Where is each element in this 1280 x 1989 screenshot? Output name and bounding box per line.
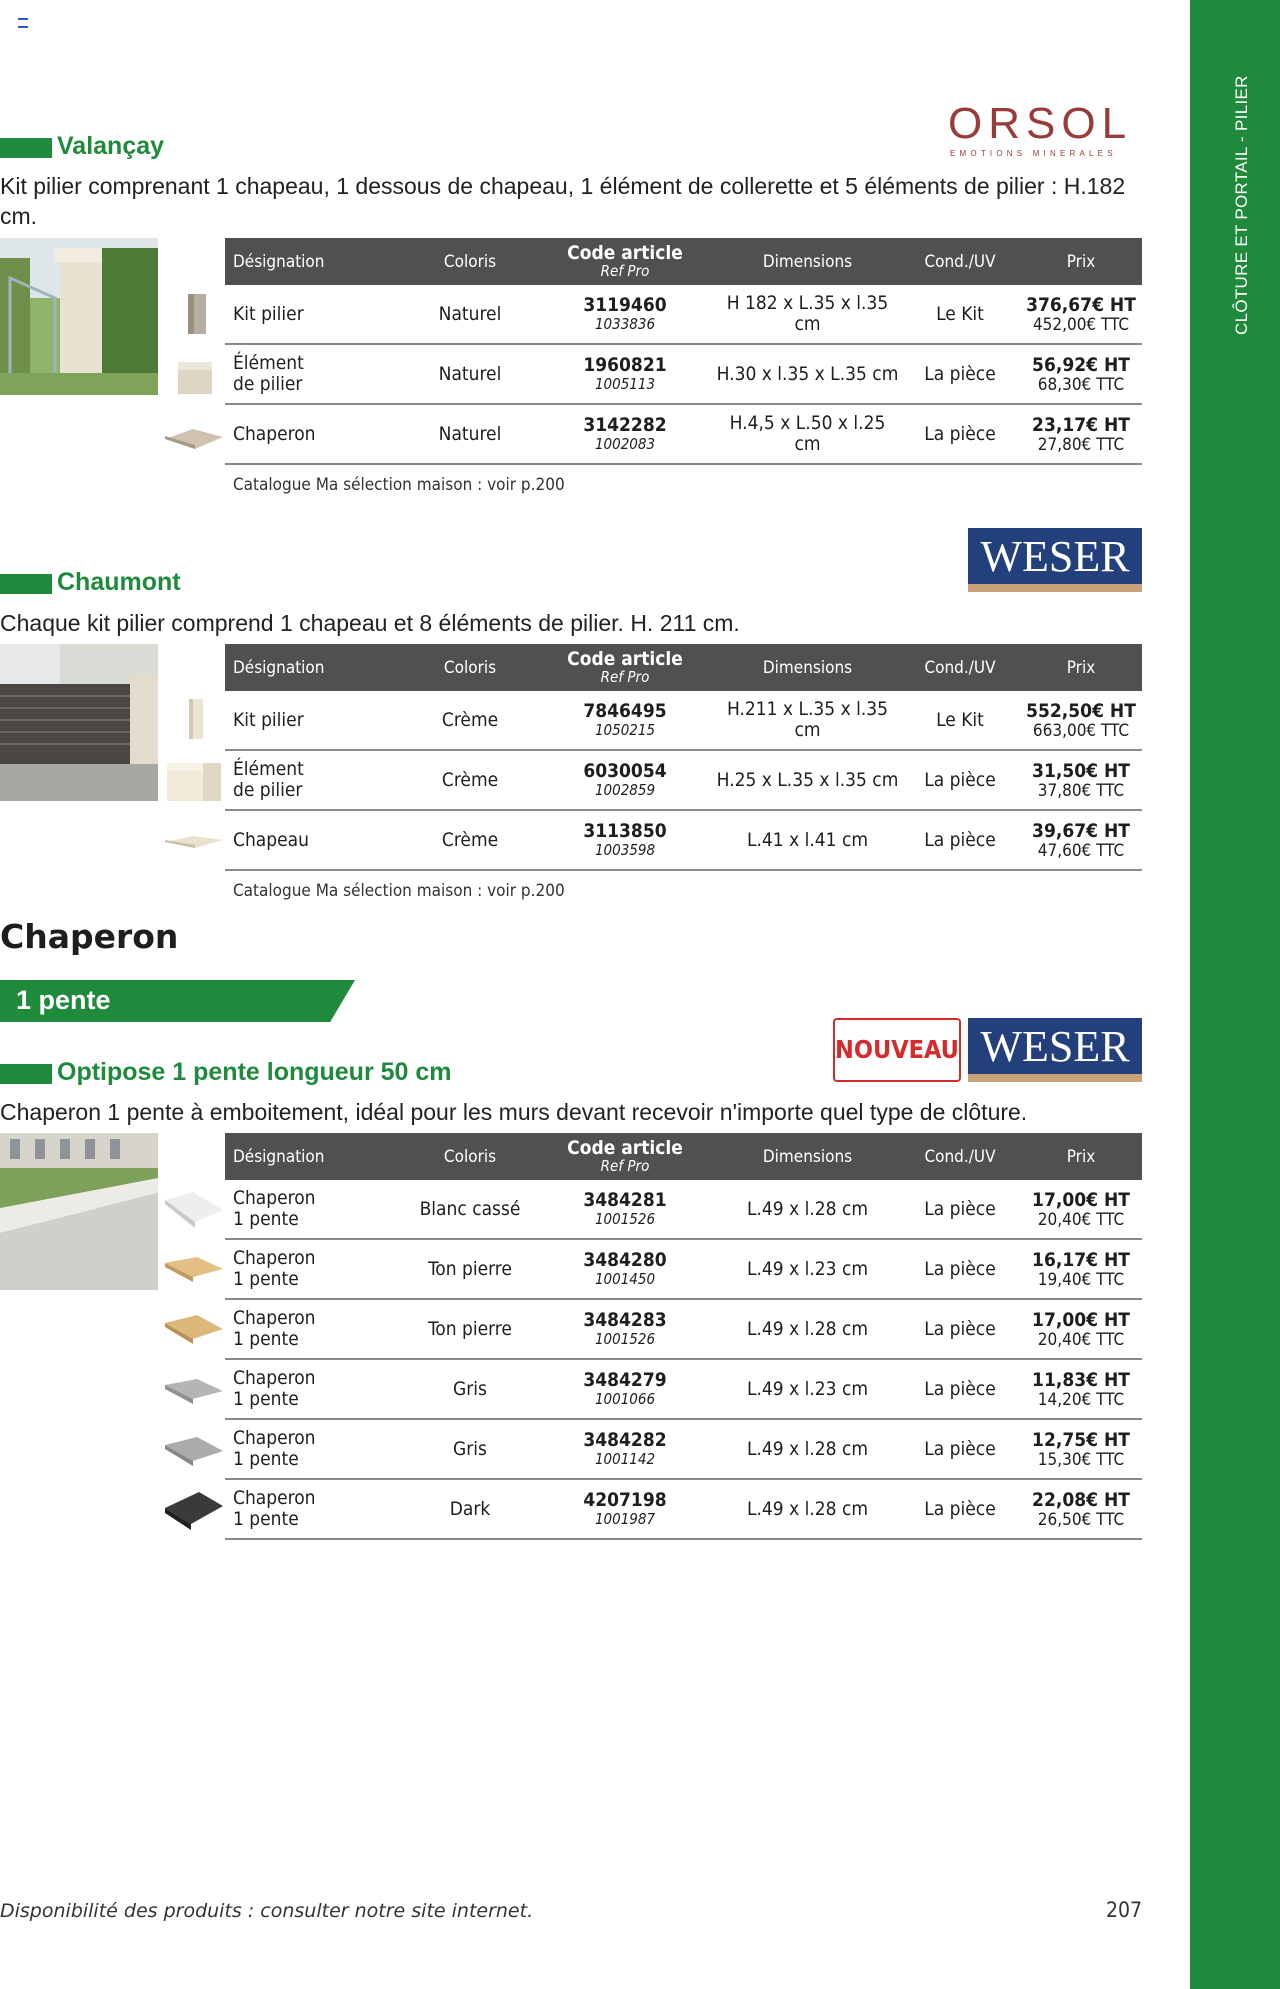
table-row: Chaperon 1 pente Ton pierre 3484280 1001450 L.49 x l.23 cm La pièce 16,17€ HT 19,40€ TTC	[225, 1239, 1142, 1299]
table-row: Kit pilier Naturel 3119460 1033836 H 182 x L.35 x l.35 cm Le Kit 376,67€ HT 452,00€ TTC	[225, 285, 1142, 344]
header-designation: Désignation	[225, 238, 405, 285]
header-prix: Prix	[1020, 238, 1142, 285]
orsol-tagline: EMOTIONS MINERALES	[950, 149, 1117, 158]
menu-icon	[18, 18, 28, 28]
table-row: Chaperon 1 pente Ton pierre 3484283 1001526 L.49 x l.28 cm La pièce 17,00€ HT 20,40€ TTC	[225, 1299, 1142, 1359]
nouveau-badge: NOUVEAU	[833, 1018, 961, 1082]
header-coloris: Coloris	[405, 1133, 535, 1180]
element-pilier-thumb	[176, 358, 216, 398]
table-row: Chaperon 1 pente Gris 3484282 1001142 L.49 x l.28 cm La pièce 12,75€ HT 15,30€ TTC	[225, 1419, 1142, 1479]
table-row: Chapeau Crème 3113850 1003598 L.41 x l.41 cm La pièce 39,67€ HT 47,60€ TTC	[225, 810, 1142, 870]
sidebar-label: CLÔTURE ET PORTAIL - PILIER	[1232, 75, 1251, 335]
header-dimensions: Dimensions	[715, 644, 900, 691]
table-row: Chaperon 1 pente Dark 4207198 1001987 L.49 x l.28 cm La pièce 22,08€ HT 26,50€ TTC	[225, 1479, 1142, 1539]
header-prix: Prix	[1020, 1133, 1142, 1180]
header-designation: Désignation	[225, 644, 405, 691]
chaperon-pierre-thumb	[163, 1255, 225, 1285]
section-marker	[0, 574, 52, 594]
chaperon-dark-thumb	[163, 1490, 225, 1534]
chaperon-heading: Chaperon	[0, 917, 179, 956]
table-row: Élément de pilier Naturel 1960821 1005113 H.30 x l.35 x L.35 cm La pièce 56,92€ HT 68,30€ TTC	[225, 344, 1142, 404]
valancay-photo	[0, 238, 158, 395]
optipose-table	[225, 1133, 1142, 1540]
chapeau-thumb	[163, 832, 225, 852]
header-cond: Cond./UV	[900, 1133, 1020, 1180]
header-code: Code article Ref Pro	[535, 238, 715, 285]
section-marker	[0, 1064, 52, 1084]
chaperon-gris-thumb	[163, 1435, 225, 1469]
chaumont-note: Catalogue Ma sélection maison : voir p.200	[233, 881, 565, 901]
chaperon-thumb	[163, 425, 225, 451]
valancay-table	[225, 238, 1142, 465]
chaumont-photo	[0, 644, 158, 801]
chaperon-gris-thumb	[163, 1377, 225, 1407]
page-number: 207	[1106, 1898, 1143, 1922]
valancay-title: Valançay	[57, 132, 165, 160]
orsol-logo-text: ORSOL	[948, 100, 1133, 148]
header-code: Code article Ref Pro	[535, 1133, 715, 1180]
table-row: Chaperon Naturel 3142282 1002083 H.4,5 x L.50 x l.25 cm La pièce 23,17€ HT 27,80€ TTC	[225, 404, 1142, 464]
header-cond: Cond./UV	[900, 644, 1020, 691]
optipose-intro: Chaperon 1 pente à emboitement, idéal pour les murs devant recevoir n'importe quel type de clôture.	[0, 1099, 1028, 1125]
orsol-logo	[948, 100, 1143, 160]
weser-logo: WESER	[968, 528, 1142, 592]
chaperon-pierre-thumb	[163, 1313, 225, 1347]
chaperon-blanc-thumb	[163, 1190, 225, 1230]
pente-banner-label: 1 pente	[16, 985, 111, 1015]
header-designation: Désignation	[225, 1133, 405, 1180]
valancay-note: Catalogue Ma sélection maison : voir p.200	[233, 475, 565, 495]
chaumont-title: Chaumont	[57, 568, 181, 596]
kit-pilier-thumb	[183, 697, 213, 741]
header-code: Code article Ref Pro	[535, 644, 715, 691]
chaumont-intro: Chaque kit pilier comprend 1 chapeau et 8 éléments de pilier. H. 211 cm.	[0, 610, 740, 636]
table-row: Chaperon 1 pente Blanc cassé 3484281 1001526 L.49 x l.28 cm La pièce 17,00€ HT 20,40€ TTC	[225, 1180, 1142, 1239]
header-dimensions: Dimensions	[715, 1133, 900, 1180]
header-coloris: Coloris	[405, 644, 535, 691]
header-coloris: Coloris	[405, 238, 535, 285]
chaumont-table	[225, 644, 1142, 871]
header-dimensions: Dimensions	[715, 238, 900, 285]
weser-logo: WESER	[968, 1018, 1142, 1082]
table-row: Élément de pilier Crème 6030054 1002859 H.25 x L.35 x l.35 cm La pièce 31,50€ HT 37,80€ TTC	[225, 750, 1142, 810]
table-row: Kit pilier Crème 7846495 1050215 H.211 x L.35 x l.35 cm Le Kit 552,50€ HT 663,00€ TTC	[225, 691, 1142, 750]
optipose-title: Optipose 1 pente longueur 50 cm	[57, 1058, 452, 1086]
header-cond: Cond./UV	[900, 238, 1020, 285]
header-prix: Prix	[1020, 644, 1142, 691]
valancay-intro: Kit pilier comprenant 1 chapeau, 1 dessous de chapeau, 1 élément de collerette et 5 éléments de pilier : H.182 cm.	[0, 173, 1126, 229]
availability-footer: Disponibilité des produits : consulter notre site internet.	[0, 1900, 534, 1922]
optipose-photo	[0, 1133, 158, 1290]
element-pilier-thumb	[163, 759, 225, 805]
kit-pilier-thumb	[183, 292, 213, 336]
section-marker	[0, 138, 52, 158]
table-row: Chaperon 1 pente Gris 3484279 1001066 L.49 x l.23 cm La pièce 11,83€ HT 14,20€ TTC	[225, 1359, 1142, 1419]
